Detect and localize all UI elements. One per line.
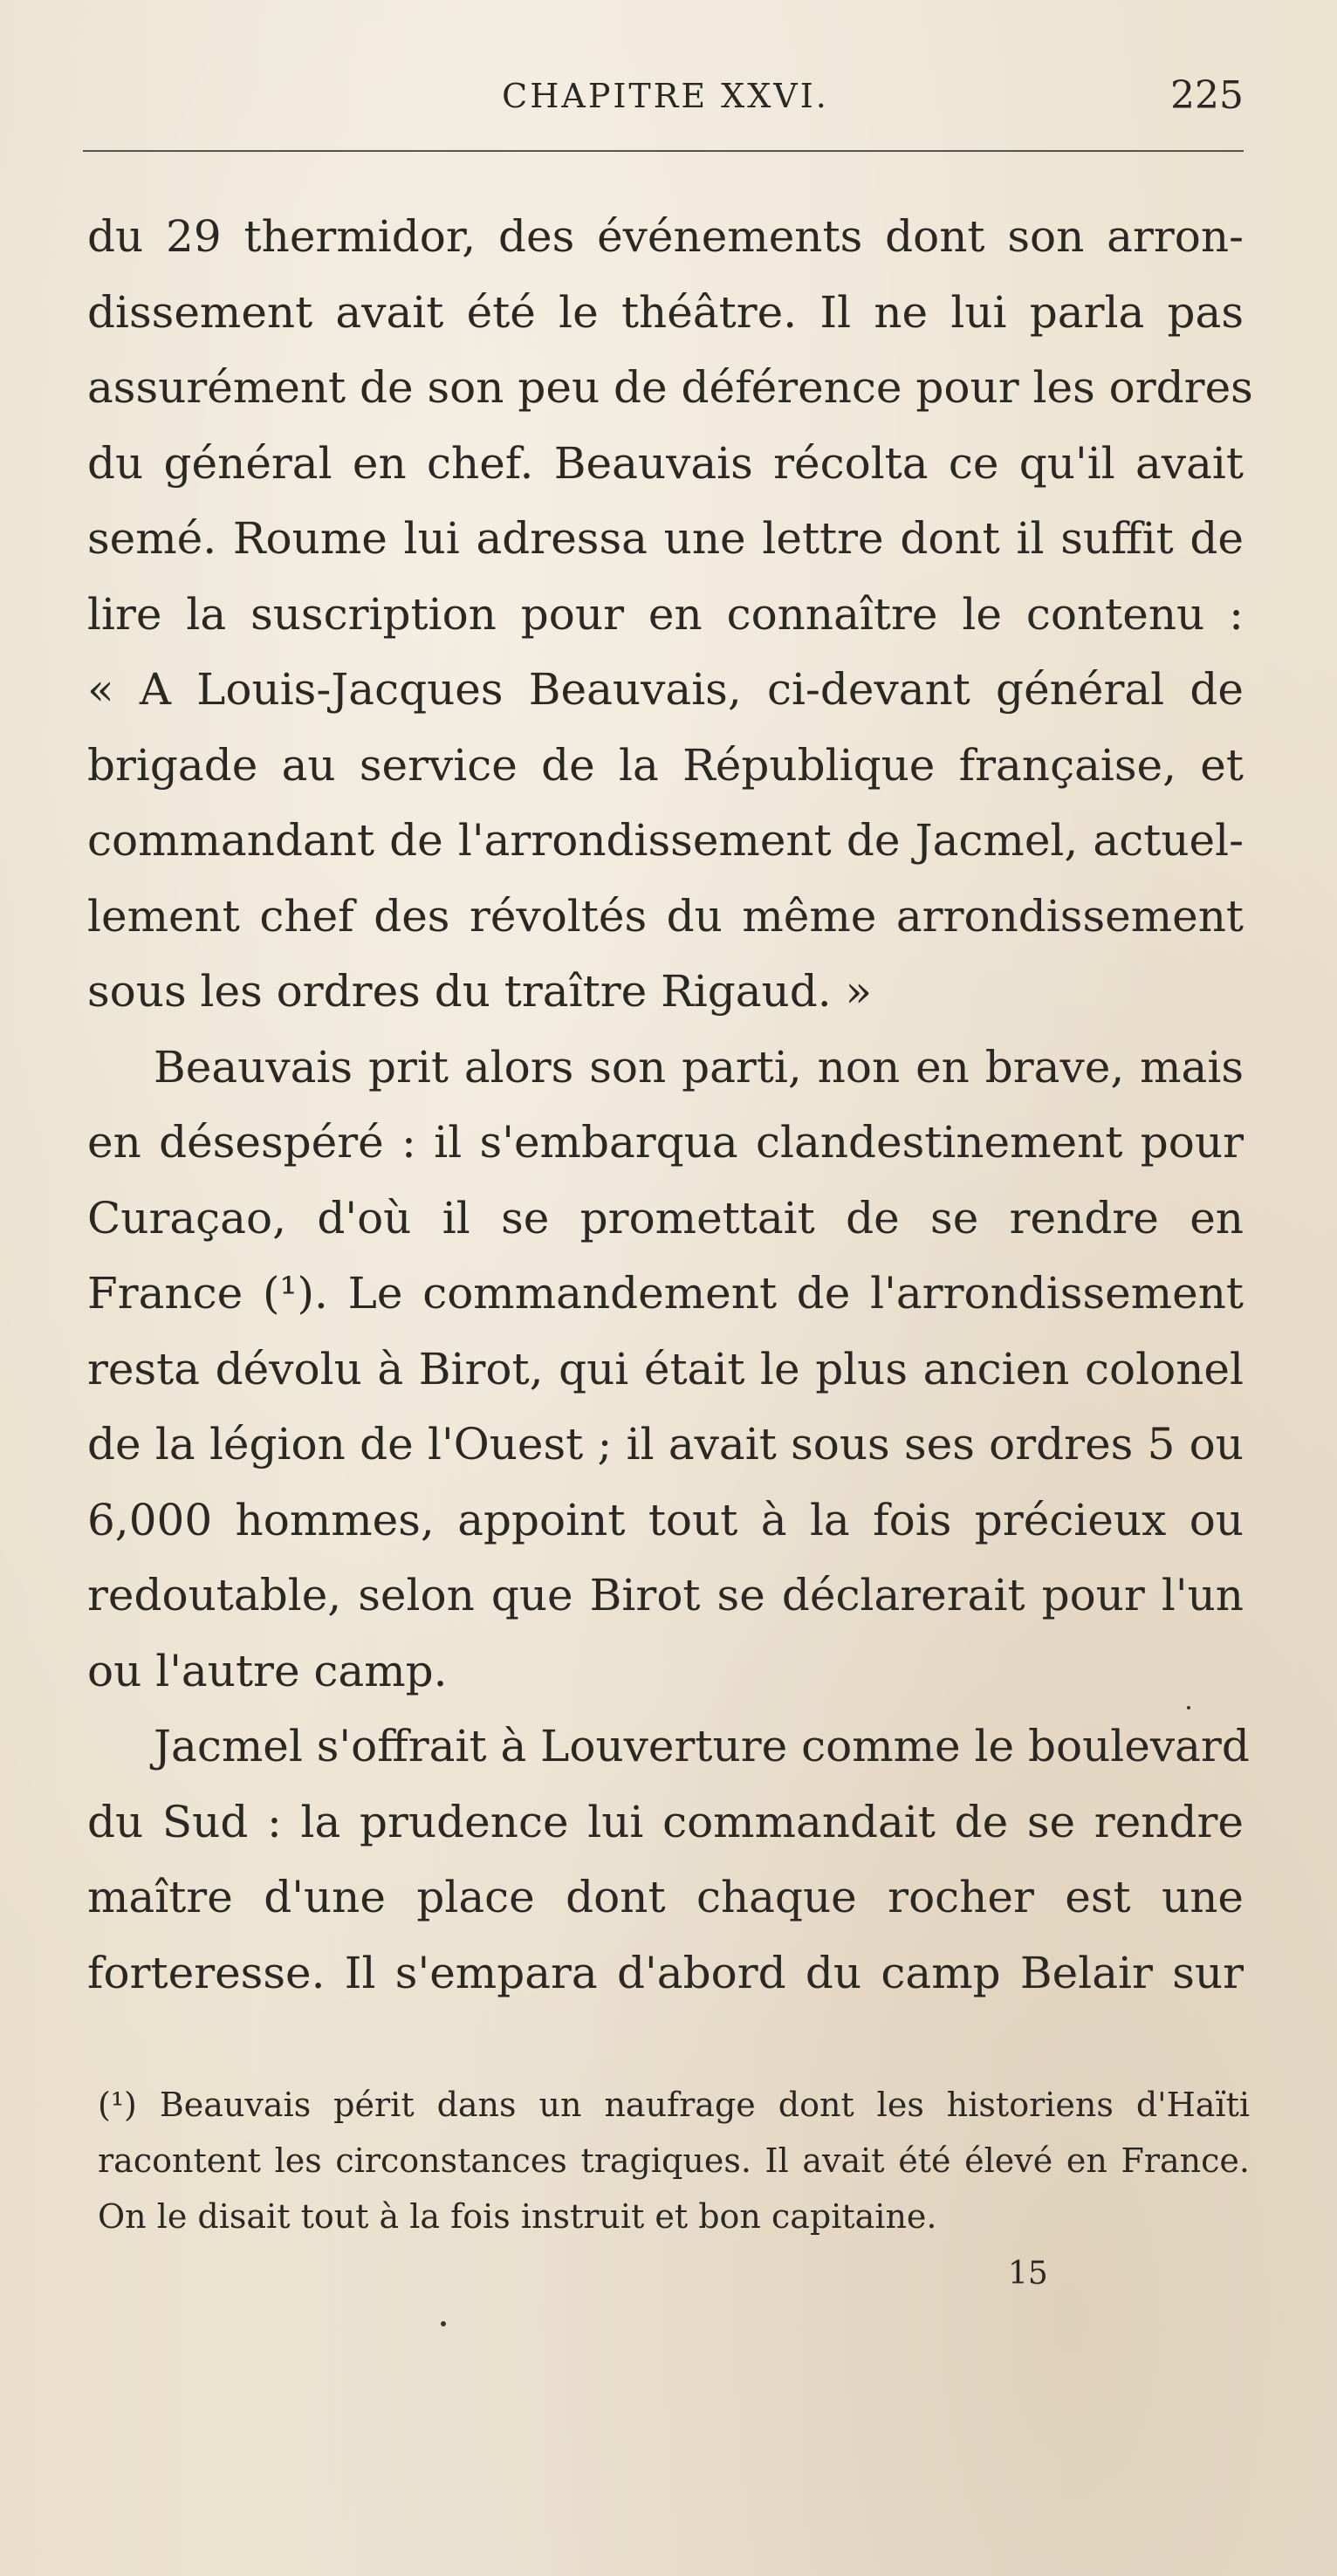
body-line: ou l'autre camp. bbox=[87, 1645, 448, 1696]
footnote-line: (¹) Beauvais périt dans un naufrage dont les historiens d'Haïti bbox=[98, 2086, 1250, 2124]
body-line: dissement avait été le théâtre. Il ne lui parla pas bbox=[87, 286, 1244, 338]
body-text bbox=[87, 199, 1253, 2011]
footnote-line: On le disait tout à la fois instruit et bon capitaine. bbox=[98, 2197, 937, 2236]
body-line: assurément de son peu de déférence pour les ordres bbox=[87, 362, 1253, 413]
page-number: 225 bbox=[1170, 73, 1244, 118]
body-line: en désespéré : il s'embarqua clandestinement pour bbox=[87, 1117, 1244, 1168]
body-line: Beauvais prit alors son parti, non en brave, mais bbox=[154, 1041, 1244, 1093]
body-line: France (¹). Le commandement de l'arrondissement bbox=[87, 1268, 1244, 1319]
body-line: resta dévolu à Birot, qui était le plus ancien colonel bbox=[87, 1343, 1244, 1394]
body-line: redoutable, selon que Birot se déclarerait pour l'un bbox=[87, 1570, 1244, 1620]
body-line: de la légion de l'Ouest ; il avait sous ses ordres 5 ou bbox=[87, 1419, 1244, 1470]
body-line: du Sud : la prudence lui commandait de se rendre bbox=[87, 1796, 1244, 1847]
body-line: lement chef des révoltés du même arrondissement bbox=[87, 890, 1244, 942]
ink-speck bbox=[441, 2321, 446, 2326]
body-line: 6,000 hommes, appoint tout à la fois précieux ou bbox=[87, 1494, 1244, 1545]
header-rule bbox=[83, 150, 1244, 152]
running-title: CHAPITRE XXVI. bbox=[502, 77, 829, 115]
ink-speck bbox=[1187, 1706, 1190, 1709]
body-line: commandant de l'arrondissement de Jacmel, actuel- bbox=[87, 815, 1244, 866]
body-line: du général en chef. Beauvais récolta ce qu'il avait bbox=[87, 437, 1244, 489]
body-line: Jacmel s'offrait à Louverture comme le boulevard bbox=[154, 1721, 1250, 1771]
body-line: lire la suscription pour en connaître le contenu : bbox=[87, 588, 1244, 640]
footnotes bbox=[98, 2077, 1250, 2244]
body-line: brigade au service de la République française, et bbox=[87, 739, 1244, 791]
signature-mark: 15 bbox=[1008, 2256, 1048, 2292]
body-line: forteresse. Il s'empara d'abord du camp Belair sur bbox=[87, 1947, 1244, 1998]
body-line: sous les ordres du traître Rigaud. » bbox=[87, 966, 873, 1017]
body-line: maître d'une place dont chaque rocher est une bbox=[87, 1872, 1244, 1922]
running-head bbox=[87, 72, 1244, 124]
body-line: « A Louis-Jacques Beauvais, ci-devant général de bbox=[87, 664, 1244, 715]
body-line: Curaçao, d'où il se promettait de se rendre en bbox=[87, 1192, 1244, 1243]
body-line: du 29 thermidor, des événements dont son arron- bbox=[87, 211, 1244, 262]
body-line: semé. Roume lui adressa une lettre dont il suffit de bbox=[87, 513, 1244, 564]
footnote-line: racontent les circonstances tragiques. Il avait été élevé en France. bbox=[98, 2141, 1250, 2180]
